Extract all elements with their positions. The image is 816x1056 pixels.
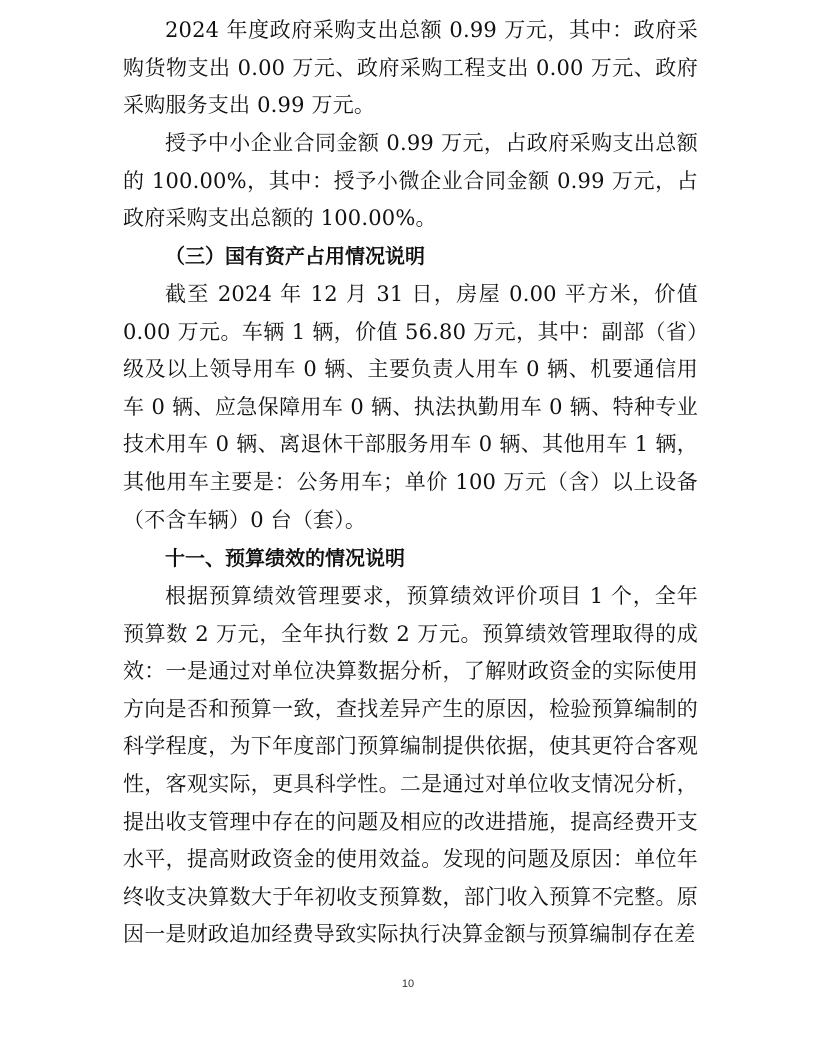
section-heading-assets: （三）国有资产占用情况说明	[165, 244, 425, 268]
section-heading-performance: 十一、预算绩效的情况说明	[165, 546, 405, 570]
paragraph-sme-contracts: 授予中小企业合同金额 0.99 万元，占政府采购支出总额的 100.00%，其中：授予小微企业合同金额 0.99 万元，占政府采购支出总额的 100.00%。	[123, 131, 698, 231]
paragraph-performance: 根据预算绩效管理要求，预算绩效评价项目 1 个，全年预算数 2 万元，全年执行数 2 万元。预算绩效管理取得的成效：一是通过对单位决算数据分析，了解财政资金的实际使用方向是否和预算一致，查找差异产生的原因，检验预算编制的科学程度，为下年度部门预算编制提供依据，使其更符合客观性，客观实际，更具科学性。二是通过对单位收支情况分析，提出收支管理中存在的问题及相应的改进措施，提高经费开支水平，提高财政资金的使用效益。发现的问题及原因：单位年终收支决算数大于年初收支预算数，部门收入预算不完整。原因一是财政追加经费导致实际执行决算金额与预算编制存在差	[123, 584, 698, 947]
page-number: 10	[401, 978, 415, 990]
paragraph-procurement-total: 2024 年度政府采购支出总额 0.99 万元，其中：政府采购货物支出 0.00 万元、政府采购工程支出 0.00 万元、政府采购服务支出 0.99 万元。	[123, 18, 698, 118]
paragraph-assets: 截至 2024 年 12 月 31 日，房屋 0.00 平方米，价值 0.00 万元。车辆 1 辆，价值 56.80 万元，其中：副部（省）级及以上领导用车 0 辆、主要负责人用车 0 辆、机要通信用车 0 辆、应急保障用车 0 辆、执法执勤用车 0 辆、特种专业技术用车 0 辆、离退休干部服务用车 0 辆、其他用车 1 辆，其他用车主要是：公务用车；单价 100 万元（含）以上设备（不含车辆）0 台（套）。	[123, 282, 698, 532]
